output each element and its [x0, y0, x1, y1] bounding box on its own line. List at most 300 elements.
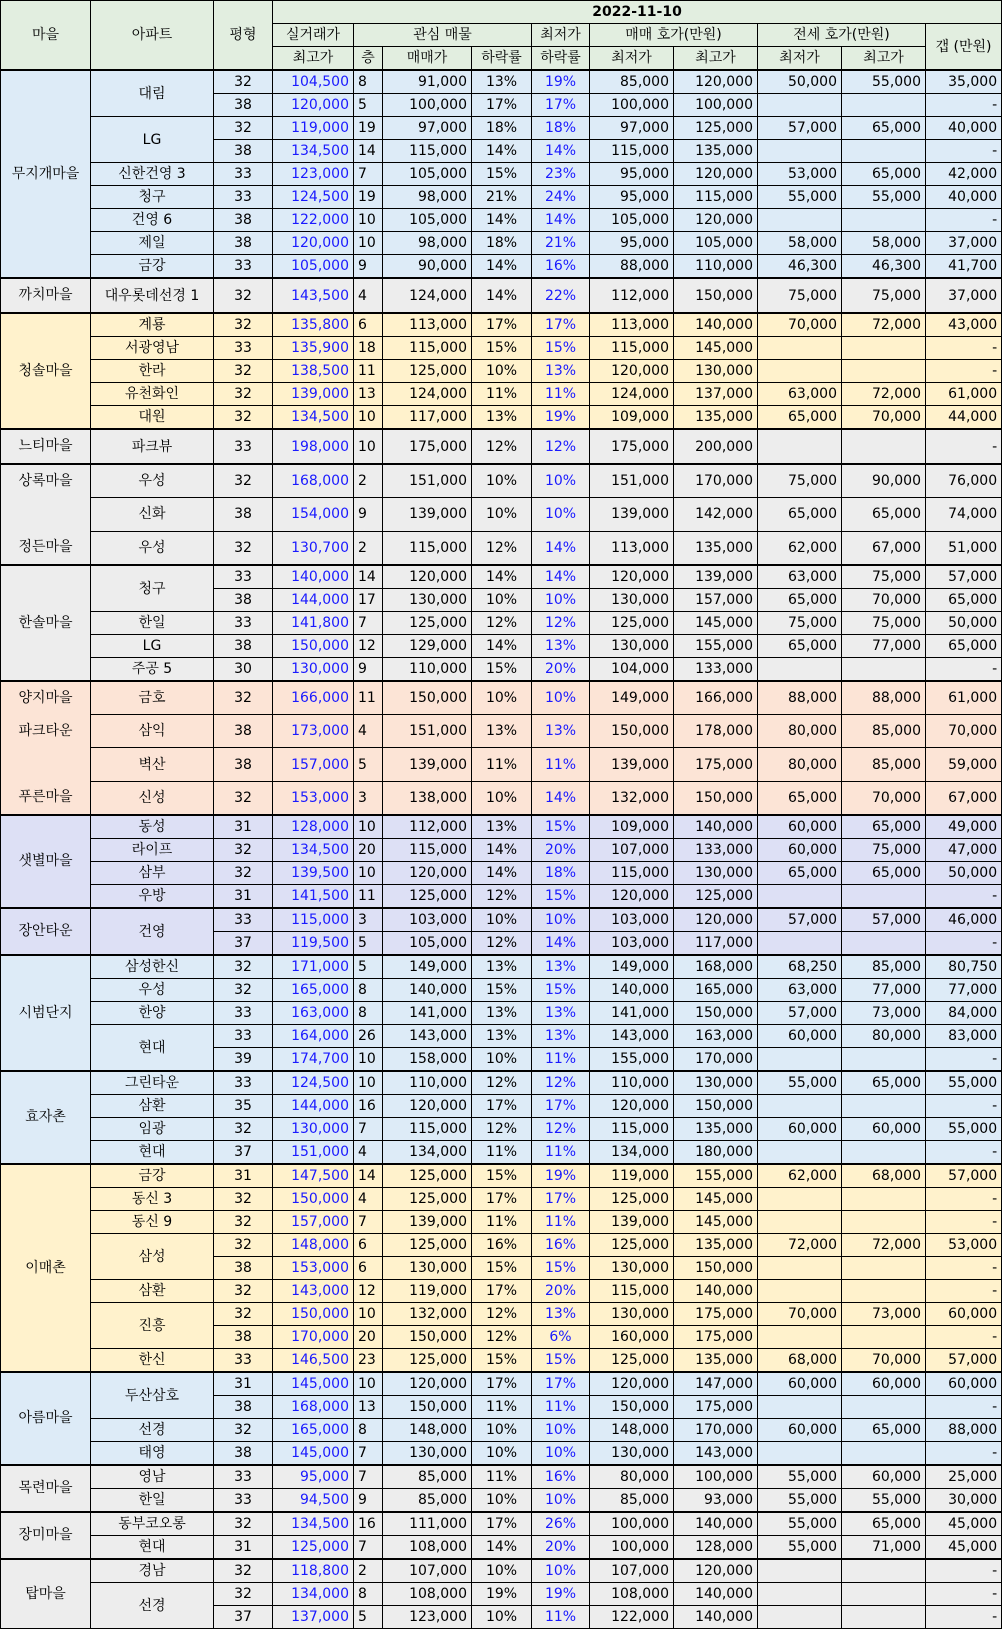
jeonse-min-cell: 58,000	[758, 232, 842, 255]
jeonse-min-cell	[758, 1396, 842, 1419]
min-drop-cell: 14%	[532, 531, 590, 565]
gap-cell: 74,000	[926, 498, 1002, 531]
apartment-cell: 우성	[91, 531, 214, 565]
table-row	[1, 255, 1002, 279]
apartment-cell: 동성	[91, 815, 214, 839]
gap-cell: 57,000	[926, 565, 1002, 589]
size-cell: 32	[214, 1280, 273, 1303]
min-drop-cell: 15%	[532, 979, 590, 1002]
header-drop: 하락률	[472, 47, 532, 71]
floor-cell: 12	[354, 635, 383, 658]
min-drop-cell: 17%	[532, 1095, 590, 1118]
sale-max-cell: 175,000	[674, 1326, 758, 1349]
jeonse-min-cell	[758, 1326, 842, 1349]
header-jeonse-max: 최고가	[842, 47, 926, 71]
apartment-cell: 태영	[91, 1442, 214, 1466]
real-top-cell: 150,000	[273, 1303, 354, 1326]
apartment-cell: 대림	[91, 70, 214, 117]
drop-cell: 18%	[472, 232, 532, 255]
drop-cell: 19%	[472, 1583, 532, 1606]
table-row	[1, 117, 1002, 140]
min-drop-cell: 10%	[532, 1489, 590, 1513]
drop-cell: 17%	[472, 1372, 532, 1396]
min-drop-cell: 20%	[532, 1280, 590, 1303]
real-top-cell: 135,900	[273, 337, 354, 360]
jeonse-max-cell: 70,000	[842, 589, 926, 612]
sale-max-cell: 135,000	[674, 1118, 758, 1141]
jeonse-max-cell: 65,000	[842, 1071, 926, 1095]
jeonse-max-cell: 75,000	[842, 612, 926, 635]
size-cell: 32	[214, 1303, 273, 1326]
sale-max-cell: 143,000	[674, 1442, 758, 1466]
min-drop-cell: 14%	[532, 781, 590, 815]
drop-cell: 13%	[472, 955, 532, 979]
min-drop-cell: 13%	[532, 1002, 590, 1025]
jeonse-max-cell: 55,000	[842, 1489, 926, 1513]
floor-cell: 4	[354, 1141, 383, 1165]
drop-cell: 12%	[472, 885, 532, 909]
real-top-cell: 164,000	[273, 1025, 354, 1048]
sale-min-cell: 148,000	[590, 1419, 674, 1442]
sale-min-cell: 105,000	[590, 209, 674, 232]
floor-cell: 5	[354, 748, 383, 781]
size-cell: 38	[214, 589, 273, 612]
gap-cell: 37,000	[926, 278, 1002, 313]
sale-max-cell: 130,000	[674, 862, 758, 885]
drop-cell: 10%	[472, 1489, 532, 1513]
real-top-cell: 173,000	[273, 715, 354, 748]
table-body	[1, 70, 1002, 1629]
min-drop-cell: 24%	[532, 186, 590, 209]
jeonse-min-cell: 65,000	[758, 635, 842, 658]
jeonse-min-cell	[758, 94, 842, 117]
gap-cell: -	[926, 1326, 1002, 1349]
sale-price-cell: 90,000	[383, 255, 472, 279]
jeonse-min-cell: 57,000	[758, 117, 842, 140]
real-top-cell: 138,500	[273, 360, 354, 383]
size-cell: 38	[214, 748, 273, 781]
sale-max-cell: 105,000	[674, 232, 758, 255]
real-top-cell: 120,000	[273, 94, 354, 117]
min-drop-cell: 14%	[532, 209, 590, 232]
drop-cell: 12%	[472, 1303, 532, 1326]
min-drop-cell: 15%	[532, 885, 590, 909]
real-top-cell: 119,000	[273, 117, 354, 140]
sale-max-cell: 130,000	[674, 360, 758, 383]
sale-min-cell: 160,000	[590, 1326, 674, 1349]
sale-min-cell: 125,000	[590, 1234, 674, 1257]
gap-cell: -	[926, 1442, 1002, 1466]
drop-cell: 17%	[472, 1280, 532, 1303]
jeonse-max-cell: 68,000	[842, 1164, 926, 1188]
village-cell: 탑마을	[1, 1559, 91, 1629]
gap-cell: 60,000	[926, 1303, 1002, 1326]
jeonse-max-cell: 65,000	[842, 1512, 926, 1536]
jeonse-min-cell	[758, 1559, 842, 1583]
sale-price-cell: 120,000	[383, 1095, 472, 1118]
drop-cell: 15%	[472, 1349, 532, 1373]
gap-cell: -	[926, 932, 1002, 956]
size-cell: 32	[214, 1583, 273, 1606]
jeonse-max-cell: 90,000	[842, 464, 926, 498]
sale-min-cell: 107,000	[590, 1559, 674, 1583]
size-cell: 32	[214, 383, 273, 406]
apartment-cell: 두산삼호	[91, 1372, 214, 1419]
gap-cell: -	[926, 1606, 1002, 1629]
jeonse-max-cell	[842, 1583, 926, 1606]
floor-cell: 20	[354, 839, 383, 862]
min-drop-cell: 22%	[532, 278, 590, 313]
sale-price-cell: 91,000	[383, 70, 472, 94]
size-cell: 37	[214, 1606, 273, 1629]
apartment-cell: 삼성	[91, 1234, 214, 1280]
floor-cell: 7	[354, 1536, 383, 1560]
apartment-cell: 계룡	[91, 313, 214, 337]
min-drop-cell: 11%	[532, 748, 590, 781]
real-top-cell: 168,000	[273, 1396, 354, 1419]
drop-cell: 15%	[472, 163, 532, 186]
jeonse-min-cell	[758, 1095, 842, 1118]
sale-max-cell: 135,000	[674, 1234, 758, 1257]
apartment-cell: 대원	[91, 406, 214, 430]
drop-cell: 15%	[472, 1164, 532, 1188]
apartment-cell: 경남	[91, 1559, 214, 1583]
size-cell: 35	[214, 1095, 273, 1118]
village-cell: 시범단지	[1, 955, 91, 1071]
sale-max-cell: 147,000	[674, 1372, 758, 1396]
drop-cell: 13%	[472, 406, 532, 430]
real-top-cell: 144,000	[273, 589, 354, 612]
floor-cell: 9	[354, 255, 383, 279]
table-row	[1, 406, 1002, 430]
sale-price-cell: 117,000	[383, 406, 472, 430]
real-top-cell: 151,000	[273, 1141, 354, 1165]
table-row	[1, 839, 1002, 862]
jeonse-max-cell: 67,000	[842, 531, 926, 565]
apartment-cell: 현대	[91, 1536, 214, 1560]
sale-max-cell: 120,000	[674, 1559, 758, 1583]
floor-cell: 17	[354, 589, 383, 612]
min-drop-cell: 13%	[532, 955, 590, 979]
jeonse-max-cell: 73,000	[842, 1002, 926, 1025]
sale-min-cell: 124,000	[590, 383, 674, 406]
jeonse-min-cell: 57,000	[758, 908, 842, 932]
real-top-cell: 144,000	[273, 1095, 354, 1118]
apartment-cell: 진흥	[91, 1303, 214, 1349]
table-row	[1, 681, 1002, 715]
table-row	[1, 278, 1002, 313]
size-cell: 33	[214, 337, 273, 360]
sale-price-cell: 125,000	[383, 1234, 472, 1257]
sale-max-cell: 170,000	[674, 1048, 758, 1072]
table-row	[1, 1280, 1002, 1303]
floor-cell: 18	[354, 337, 383, 360]
jeonse-min-cell: 63,000	[758, 565, 842, 589]
apartment-cell: 제일	[91, 232, 214, 255]
apartment-cell: 삼환	[91, 1280, 214, 1303]
village-cell: 장안타운	[1, 908, 91, 955]
jeonse-min-cell	[758, 429, 842, 464]
header-min-bottom: 하락률	[532, 47, 590, 71]
size-cell: 32	[214, 117, 273, 140]
sale-min-cell: 125,000	[590, 1349, 674, 1373]
gap-cell: 37,000	[926, 232, 1002, 255]
size-cell: 33	[214, 1349, 273, 1373]
size-cell: 37	[214, 1141, 273, 1165]
min-drop-cell: 19%	[532, 406, 590, 430]
size-cell: 32	[214, 781, 273, 815]
min-drop-cell: 12%	[532, 429, 590, 464]
apartment-cell: LG	[91, 635, 214, 658]
min-drop-cell: 10%	[532, 681, 590, 715]
sale-min-cell: 130,000	[590, 1257, 674, 1280]
gap-cell: 45,000	[926, 1536, 1002, 1560]
village-cell: 느티마을	[1, 429, 91, 464]
sale-min-cell: 103,000	[590, 908, 674, 932]
min-drop-cell: 20%	[532, 839, 590, 862]
apartment-cell: 신화	[91, 498, 214, 531]
jeonse-max-cell: 85,000	[842, 715, 926, 748]
sale-max-cell: 150,000	[674, 1002, 758, 1025]
floor-cell: 11	[354, 885, 383, 909]
min-drop-cell: 11%	[532, 1141, 590, 1165]
sale-price-cell: 125,000	[383, 1164, 472, 1188]
gap-cell: 80,750	[926, 955, 1002, 979]
size-cell: 33	[214, 1071, 273, 1095]
sale-max-cell: 139,000	[674, 565, 758, 589]
real-top-cell: 146,500	[273, 1349, 354, 1373]
sale-max-cell: 175,000	[674, 1396, 758, 1419]
real-top-cell: 171,000	[273, 955, 354, 979]
gap-cell: 49,000	[926, 815, 1002, 839]
gap-cell: 47,000	[926, 839, 1002, 862]
real-top-cell: 94,500	[273, 1489, 354, 1513]
floor-cell: 14	[354, 1164, 383, 1188]
gap-cell: 41,700	[926, 255, 1002, 279]
table-row	[1, 1512, 1002, 1536]
apartment-cell: 금호	[91, 681, 214, 715]
table-row	[1, 383, 1002, 406]
gap-cell: 57,000	[926, 1349, 1002, 1373]
jeonse-min-cell	[758, 1048, 842, 1072]
gap-cell: 40,000	[926, 186, 1002, 209]
min-drop-cell: 17%	[532, 313, 590, 337]
floor-cell: 4	[354, 715, 383, 748]
size-cell: 33	[214, 1489, 273, 1513]
sale-max-cell: 128,000	[674, 1536, 758, 1560]
sale-price-cell: 97,000	[383, 117, 472, 140]
jeonse-max-cell	[842, 1095, 926, 1118]
sale-price-cell: 120,000	[383, 1372, 472, 1396]
sale-price-cell: 139,000	[383, 498, 472, 531]
real-top-cell: 134,500	[273, 140, 354, 163]
jeonse-min-cell: 55,000	[758, 186, 842, 209]
gap-cell: -	[926, 1048, 1002, 1072]
jeonse-min-cell	[758, 360, 842, 383]
gap-cell: -	[926, 1211, 1002, 1234]
jeonse-max-cell	[842, 1326, 926, 1349]
sale-min-cell: 120,000	[590, 1095, 674, 1118]
jeonse-max-cell: 72,000	[842, 1234, 926, 1257]
sale-price-cell: 140,000	[383, 979, 472, 1002]
drop-cell: 14%	[472, 278, 532, 313]
gap-cell: 42,000	[926, 163, 1002, 186]
sale-max-cell: 163,000	[674, 1025, 758, 1048]
apartment-cell: 선경	[91, 1419, 214, 1442]
gap-cell: -	[926, 1280, 1002, 1303]
size-cell: 33	[214, 1025, 273, 1048]
drop-cell: 10%	[472, 681, 532, 715]
real-top-cell: 123,000	[273, 163, 354, 186]
sale-min-cell: 100,000	[590, 94, 674, 117]
floor-cell: 11	[354, 360, 383, 383]
real-top-cell: 150,000	[273, 635, 354, 658]
size-cell: 32	[214, 313, 273, 337]
gap-cell: -	[926, 1188, 1002, 1211]
sale-min-cell: 130,000	[590, 1442, 674, 1466]
apartment-cell: 현대	[91, 1025, 214, 1072]
jeonse-max-cell: 85,000	[842, 955, 926, 979]
sale-price-cell: 125,000	[383, 1349, 472, 1373]
header-min-top: 최저가	[532, 24, 590, 47]
table-row	[1, 163, 1002, 186]
sale-max-cell: 145,000	[674, 1211, 758, 1234]
apartment-cell: 우성	[91, 464, 214, 498]
gap-cell: 25,000	[926, 1465, 1002, 1489]
sale-min-cell: 115,000	[590, 862, 674, 885]
table-row	[1, 313, 1002, 337]
apartment-cell: 청구	[91, 186, 214, 209]
floor-cell: 6	[354, 1234, 383, 1257]
sale-price-cell: 134,000	[383, 1141, 472, 1165]
table-row	[1, 748, 1002, 781]
sale-max-cell: 145,000	[674, 1188, 758, 1211]
jeonse-max-cell: 71,000	[842, 1536, 926, 1560]
sale-price-cell: 123,000	[383, 1606, 472, 1629]
sale-min-cell: 149,000	[590, 681, 674, 715]
jeonse-min-cell	[758, 1606, 842, 1629]
gap-cell: -	[926, 209, 1002, 232]
village-cell: 양지마을 파크타운 푸른마을	[1, 681, 91, 815]
sale-max-cell: 150,000	[674, 1257, 758, 1280]
real-top-cell: 145,000	[273, 1372, 354, 1396]
real-top-cell: 130,000	[273, 1118, 354, 1141]
floor-cell: 4	[354, 1188, 383, 1211]
table-row	[1, 498, 1002, 531]
gap-cell: -	[926, 1583, 1002, 1606]
apartment-cell: 그린타운	[91, 1071, 214, 1095]
sale-min-cell: 103,000	[590, 932, 674, 956]
sale-min-cell: 112,000	[590, 278, 674, 313]
table-row	[1, 1234, 1002, 1257]
sale-min-cell: 150,000	[590, 715, 674, 748]
jeonse-min-cell: 63,000	[758, 979, 842, 1002]
drop-cell: 10%	[472, 1048, 532, 1072]
real-top-cell: 198,000	[273, 429, 354, 464]
header-sale-max: 최고가	[674, 47, 758, 71]
gap-cell: -	[926, 1095, 1002, 1118]
real-top-cell: 163,000	[273, 1002, 354, 1025]
jeonse-min-cell: 62,000	[758, 1164, 842, 1188]
floor-cell: 11	[354, 681, 383, 715]
jeonse-min-cell: 65,000	[758, 589, 842, 612]
gap-cell: -	[926, 1396, 1002, 1419]
sale-max-cell: 170,000	[674, 1419, 758, 1442]
apartment-cell: 유천화인	[91, 383, 214, 406]
drop-cell: 12%	[472, 1326, 532, 1349]
sale-price-cell: 115,000	[383, 337, 472, 360]
sale-min-cell: 95,000	[590, 232, 674, 255]
gap-cell: 76,000	[926, 464, 1002, 498]
gap-cell: -	[926, 658, 1002, 682]
apartment-cell: 서광영남	[91, 337, 214, 360]
sale-min-cell: 175,000	[590, 429, 674, 464]
min-drop-cell: 13%	[532, 1303, 590, 1326]
drop-cell: 17%	[472, 94, 532, 117]
sale-max-cell: 135,000	[674, 1349, 758, 1373]
drop-cell: 10%	[472, 360, 532, 383]
size-cell: 38	[214, 1326, 273, 1349]
sale-min-cell: 119,000	[590, 1164, 674, 1188]
apartment-cell: 임광	[91, 1118, 214, 1141]
apartment-cell: 파크뷰	[91, 429, 214, 464]
real-top-cell: 166,000	[273, 681, 354, 715]
jeonse-max-cell	[842, 932, 926, 956]
min-drop-cell: 14%	[532, 140, 590, 163]
drop-cell: 15%	[472, 337, 532, 360]
min-drop-cell: 15%	[532, 815, 590, 839]
size-cell: 32	[214, 955, 273, 979]
sale-price-cell: 112,000	[383, 815, 472, 839]
size-cell: 32	[214, 1211, 273, 1234]
sale-price-cell: 125,000	[383, 360, 472, 383]
min-drop-cell: 14%	[532, 932, 590, 956]
sale-price-cell: 149,000	[383, 955, 472, 979]
sale-price-cell: 175,000	[383, 429, 472, 464]
table-row	[1, 565, 1002, 589]
jeonse-max-cell	[842, 1257, 926, 1280]
sale-max-cell: 140,000	[674, 1606, 758, 1629]
sale-price-cell: 120,000	[383, 862, 472, 885]
floor-cell: 19	[354, 117, 383, 140]
table-row	[1, 862, 1002, 885]
apartment-cell: 한일	[91, 612, 214, 635]
real-top-cell: 140,000	[273, 565, 354, 589]
apartment-cell: 라이프	[91, 839, 214, 862]
floor-cell: 16	[354, 1512, 383, 1536]
drop-cell: 12%	[472, 932, 532, 956]
gap-cell: -	[926, 360, 1002, 383]
gap-cell: 50,000	[926, 862, 1002, 885]
drop-cell: 14%	[472, 839, 532, 862]
sale-price-cell: 143,000	[383, 1025, 472, 1048]
table-row	[1, 1141, 1002, 1165]
sale-max-cell: 100,000	[674, 1465, 758, 1489]
size-cell: 39	[214, 1048, 273, 1072]
sale-min-cell: 97,000	[590, 117, 674, 140]
gap-cell: 59,000	[926, 748, 1002, 781]
real-top-cell: 119,500	[273, 932, 354, 956]
jeonse-max-cell: 65,000	[842, 498, 926, 531]
sale-max-cell: 135,000	[674, 531, 758, 565]
table-row	[1, 1303, 1002, 1326]
jeonse-max-cell	[842, 658, 926, 682]
drop-cell: 14%	[472, 862, 532, 885]
drop-cell: 15%	[472, 979, 532, 1002]
sale-price-cell: 130,000	[383, 1257, 472, 1280]
apartment-cell: 동신 3	[91, 1188, 214, 1211]
sale-price-cell: 130,000	[383, 1442, 472, 1466]
